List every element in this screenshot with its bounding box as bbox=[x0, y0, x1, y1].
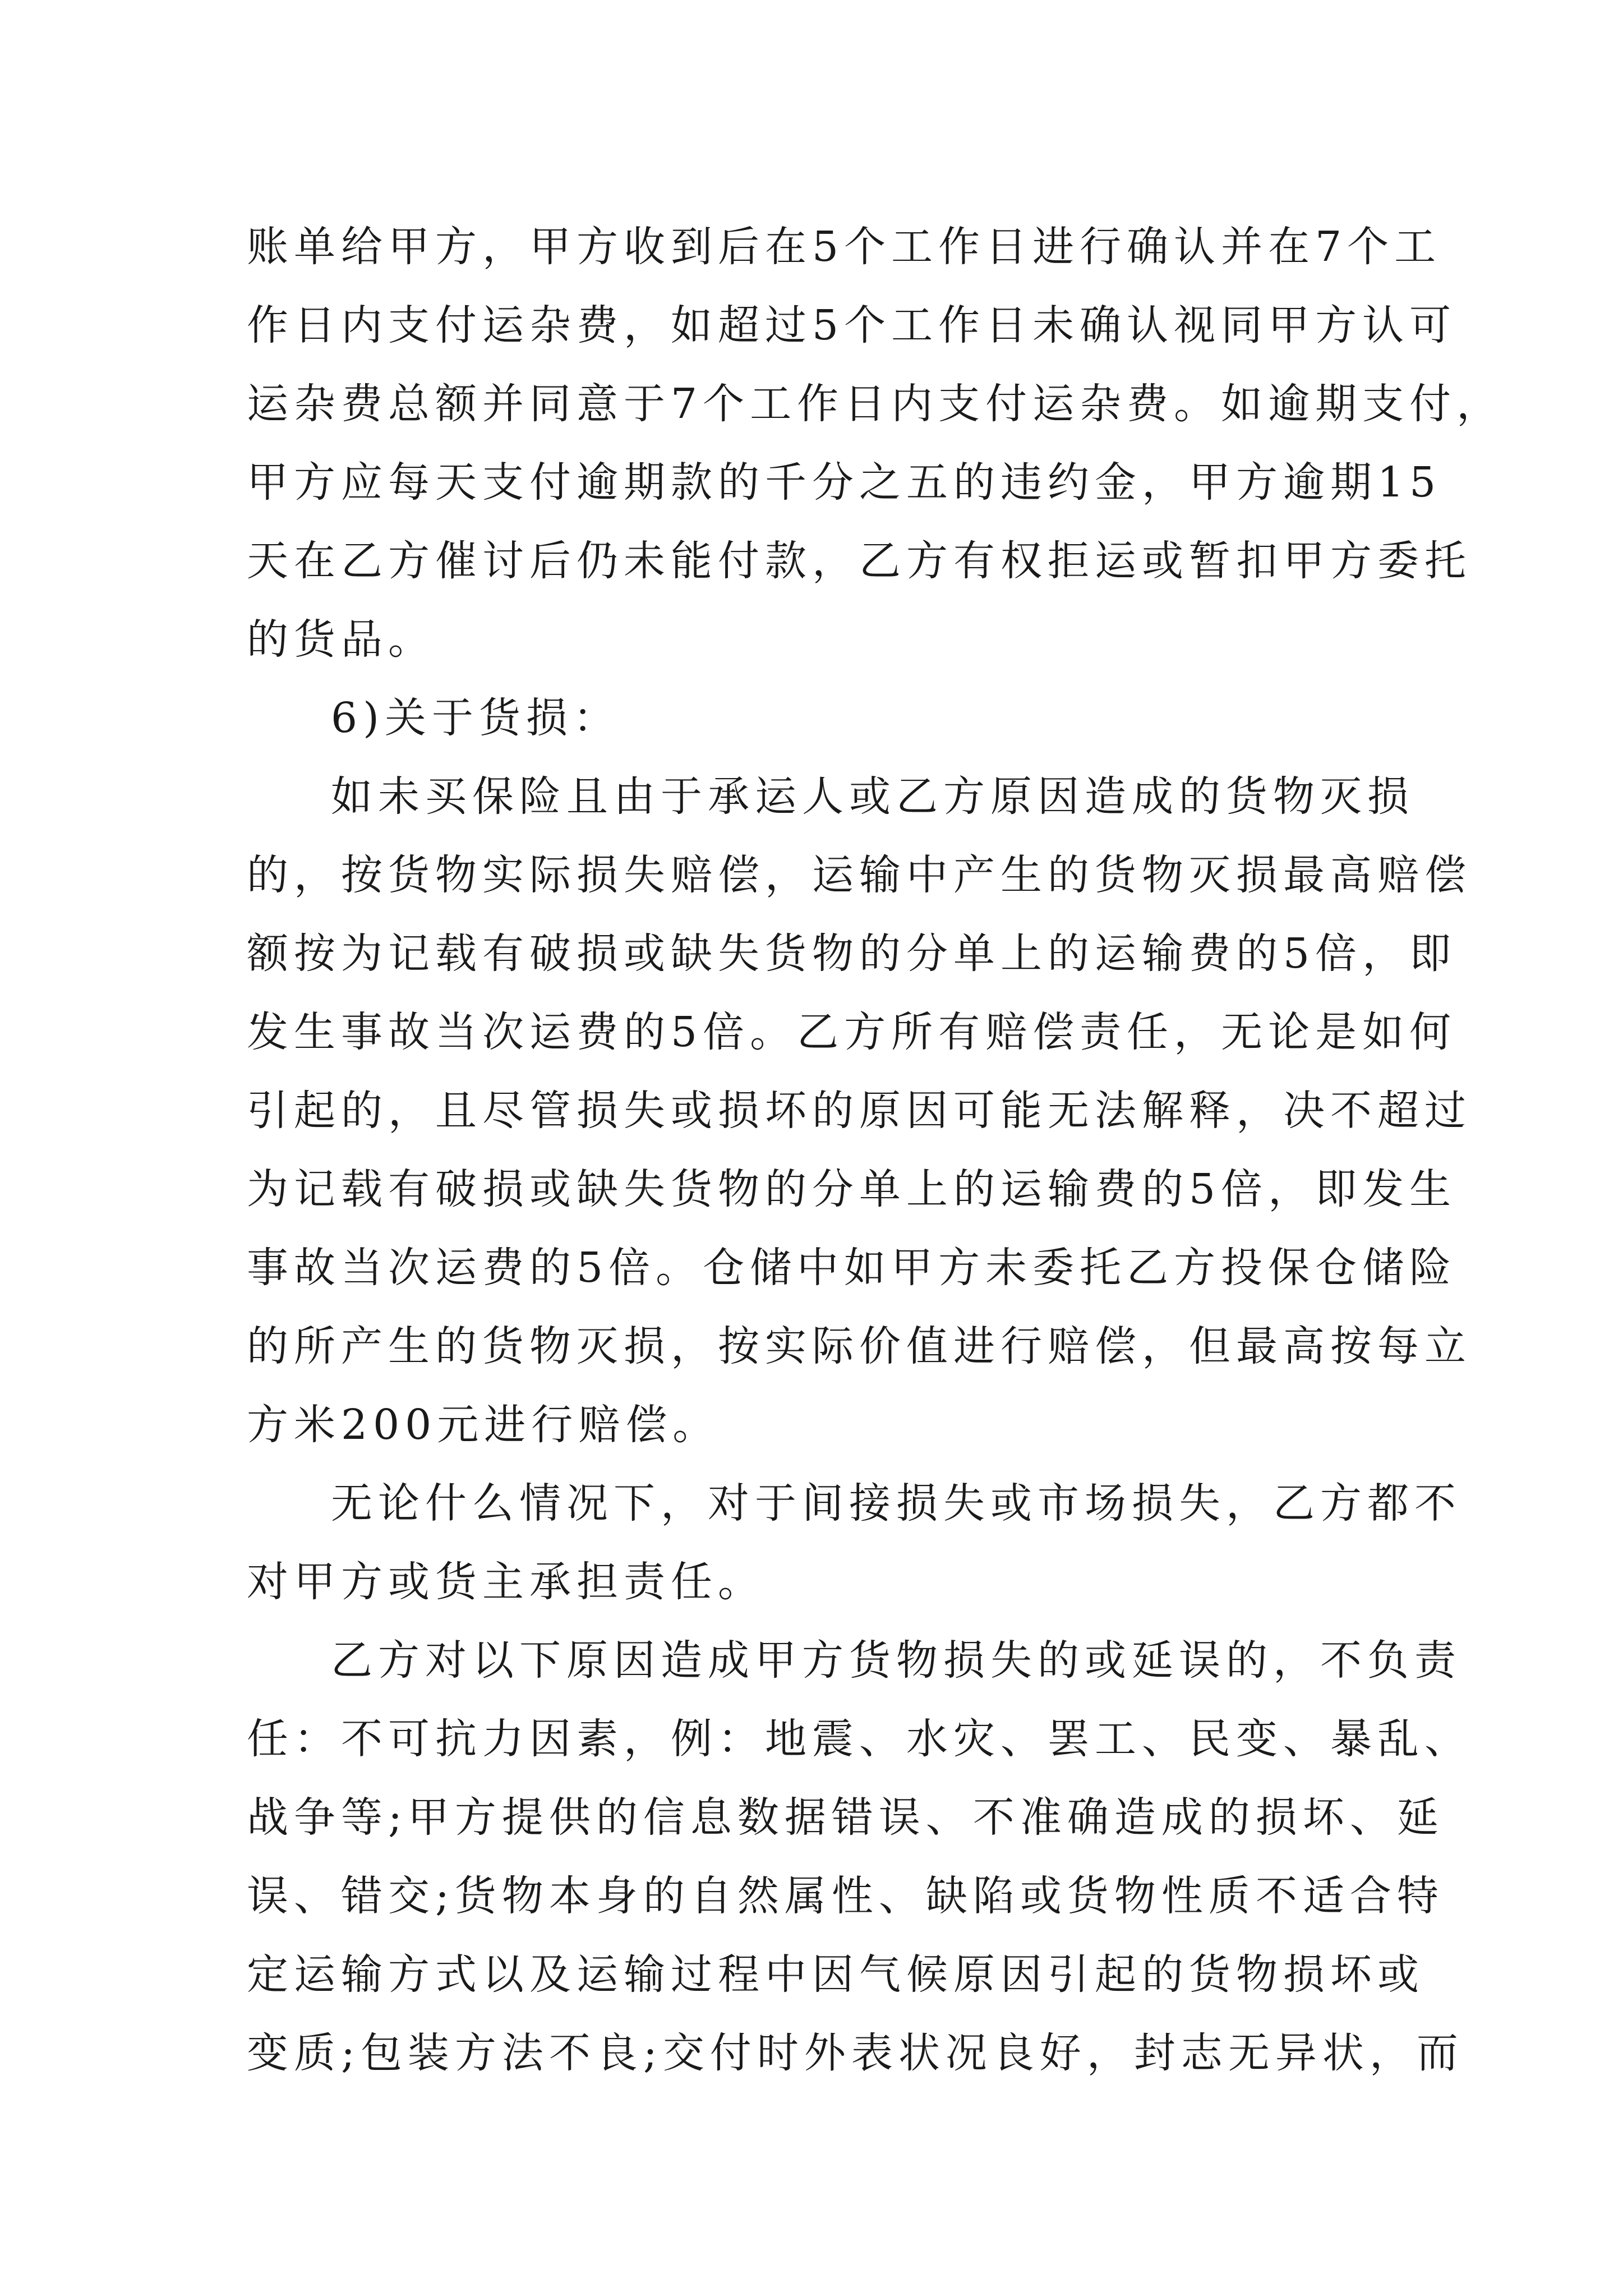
text-line: 发生事故当次运费的5倍。乙方所有赔偿责任，无论是如何 bbox=[247, 1008, 1457, 1056]
text-line: 的货品。 bbox=[247, 615, 435, 664]
text-line: 账单给甲方，甲方收到后在5个工作日进行确认并在7个工 bbox=[247, 223, 1442, 271]
text-line: 引起的，且尽管损失或损坏的原因可能无法解释，决不超过 bbox=[247, 1087, 1472, 1135]
text-line: 为记载有破损或缺失货物的分单上的运输费的5倍，即发生 bbox=[247, 1165, 1457, 1213]
text-line: 战争等;甲方提供的信息数据错误、不准确造成的损坏、延 bbox=[247, 1793, 1444, 1842]
text-line: 对甲方或货主承担责任。 bbox=[247, 1558, 765, 1606]
text-line: 天在乙方催讨后仍未能付款，乙方有权拒运或暂扣甲方委托 bbox=[247, 537, 1472, 585]
paragraph-start-line: 乙方对以下原因造成甲方货物损失的或延误的，不负责 bbox=[331, 1636, 1461, 1685]
text-line: 运杂费总额并同意于7个工作日内支付运杂费。如逾期支付， bbox=[247, 380, 1504, 428]
text-line: 变质;包装方法不良;交付时外表状况良好，封志无异状，而 bbox=[247, 2029, 1464, 2077]
text-line: 的所产生的货物灭损，按实际价值进行赔偿，但最高按每立 bbox=[247, 1322, 1472, 1370]
text-line: 方米200元进行赔偿。 bbox=[247, 1401, 720, 1449]
section-heading: 6)关于货损： bbox=[331, 694, 620, 742]
text-line: 作日内支付运杂费，如超过5个工作日未确认视同甲方认可 bbox=[247, 301, 1457, 349]
paragraph-start-line: 无论什么情况下，对于间接损失或市场损失，乙方都不 bbox=[331, 1479, 1461, 1527]
paragraph-start-line: 如未买保险且由于承运人或乙方原因造成的货物灭损 bbox=[331, 772, 1414, 821]
text-line: 甲方应每天支付逾期款的千分之五的违约金，甲方逾期15 bbox=[247, 458, 1442, 507]
text-line: 事故当次运费的5倍。仓储中如甲方未委托乙方投保仓储险 bbox=[247, 1244, 1457, 1292]
text-line: 额按为记载有破损或缺失货物的分单上的运输费的5倍，即 bbox=[247, 930, 1457, 978]
text-line: 的，按货物实际损失赔偿，运输中产生的货物灭损最高赔偿 bbox=[247, 851, 1472, 899]
document-body bbox=[247, 208, 1504, 2092]
text-line: 任：不可抗力因素，例：地震、水灾、罢工、民变、暴乱、 bbox=[247, 1715, 1472, 1763]
text-line: 定运输方式以及运输过程中因气候原因引起的货物损坏或 bbox=[247, 1950, 1424, 1999]
text-line: 误、错交;货物本身的自然属性、缺陷或货物性质不适合特 bbox=[247, 1872, 1444, 1920]
